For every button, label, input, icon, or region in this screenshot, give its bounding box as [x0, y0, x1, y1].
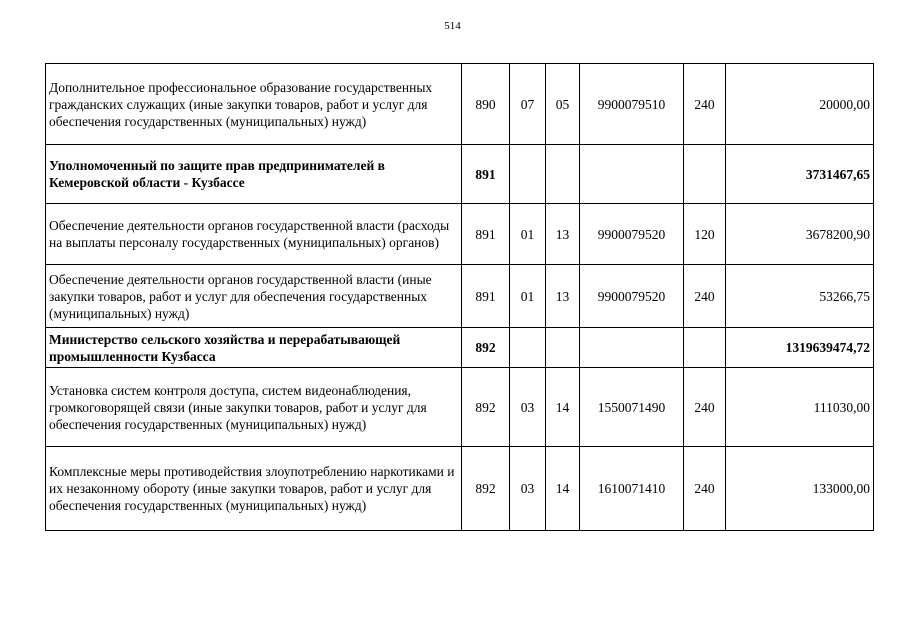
table-row [46, 447, 874, 531]
row-rz: 01 [510, 265, 546, 328]
table-row [46, 328, 874, 368]
row-sum: 3731467,65 [726, 145, 874, 204]
row-csr: 1610071410 [580, 447, 684, 531]
row-sum: 3678200,90 [726, 204, 874, 265]
row-sum: 1319639474,72 [726, 328, 874, 368]
row-rz: 03 [510, 447, 546, 531]
row-pr: 14 [546, 447, 580, 531]
row-ved: 890 [462, 64, 510, 145]
table-row [46, 204, 874, 265]
row-ved: 891 [462, 265, 510, 328]
row-name: Уполномоченный по защите прав предпринимателей в Кемеровской области - Кузбассе [46, 145, 462, 204]
row-rz [510, 328, 546, 368]
row-csr [580, 328, 684, 368]
table-row [46, 145, 874, 204]
row-vr: 120 [684, 204, 726, 265]
row-sum: 133000,00 [726, 447, 874, 531]
row-name: Министерство сельского хозяйства и перерабатывающей промышленности Кузбасса [46, 328, 462, 368]
row-sum: 111030,00 [726, 368, 874, 447]
row-pr: 13 [546, 204, 580, 265]
row-vr: 240 [684, 368, 726, 447]
row-csr [580, 145, 684, 204]
row-vr [684, 328, 726, 368]
row-sum: 20000,00 [726, 64, 874, 145]
row-name: Установка систем контроля доступа, систем видеонаблюдения, громкоговорящей связи (иные закупки товаров, работ и услуг для обеспечения государственных (муниципальных) нужд) [46, 368, 462, 447]
row-sum: 53266,75 [726, 265, 874, 328]
row-name: Обеспечение деятельности органов государственной власти (иные закупки товаров, работ и услуг для обеспечения государственных (муниципальных) нужд) [46, 265, 462, 328]
table-row [46, 265, 874, 328]
page-number: 514 [444, 20, 461, 32]
row-pr [546, 328, 580, 368]
row-rz: 07 [510, 64, 546, 145]
row-pr: 14 [546, 368, 580, 447]
row-rz [510, 145, 546, 204]
row-ved: 892 [462, 368, 510, 447]
row-pr: 05 [546, 64, 580, 145]
row-csr: 9900079510 [580, 64, 684, 145]
row-ved: 891 [462, 145, 510, 204]
row-vr: 240 [684, 64, 726, 145]
row-name: Дополнительное профессиональное образование государственных гражданских служащих (иные закупки товаров, работ и услуг для обеспечения государственных (муниципальных) нужд) [46, 64, 462, 145]
row-ved: 891 [462, 204, 510, 265]
table-row [46, 64, 874, 145]
row-pr: 13 [546, 265, 580, 328]
row-vr: 240 [684, 265, 726, 328]
table-row [46, 368, 874, 447]
row-name: Комплексные меры противодействия злоупотреблению наркотиками и их незаконному обороту (иные закупки товаров, работ и услуг для обеспечения государственных (муниципальных) нужд) [46, 447, 462, 531]
row-csr: 1550071490 [580, 368, 684, 447]
row-csr: 9900079520 [580, 204, 684, 265]
row-vr: 240 [684, 447, 726, 531]
row-pr [546, 145, 580, 204]
row-ved: 892 [462, 328, 510, 368]
row-ved: 892 [462, 447, 510, 531]
row-name: Обеспечение деятельности органов государственной власти (расходы на выплаты персоналу государственных (муниципальных) органов) [46, 204, 462, 265]
row-rz: 01 [510, 204, 546, 265]
row-vr [684, 145, 726, 204]
row-rz: 03 [510, 368, 546, 447]
row-csr: 9900079520 [580, 265, 684, 328]
budget-table [45, 63, 874, 531]
